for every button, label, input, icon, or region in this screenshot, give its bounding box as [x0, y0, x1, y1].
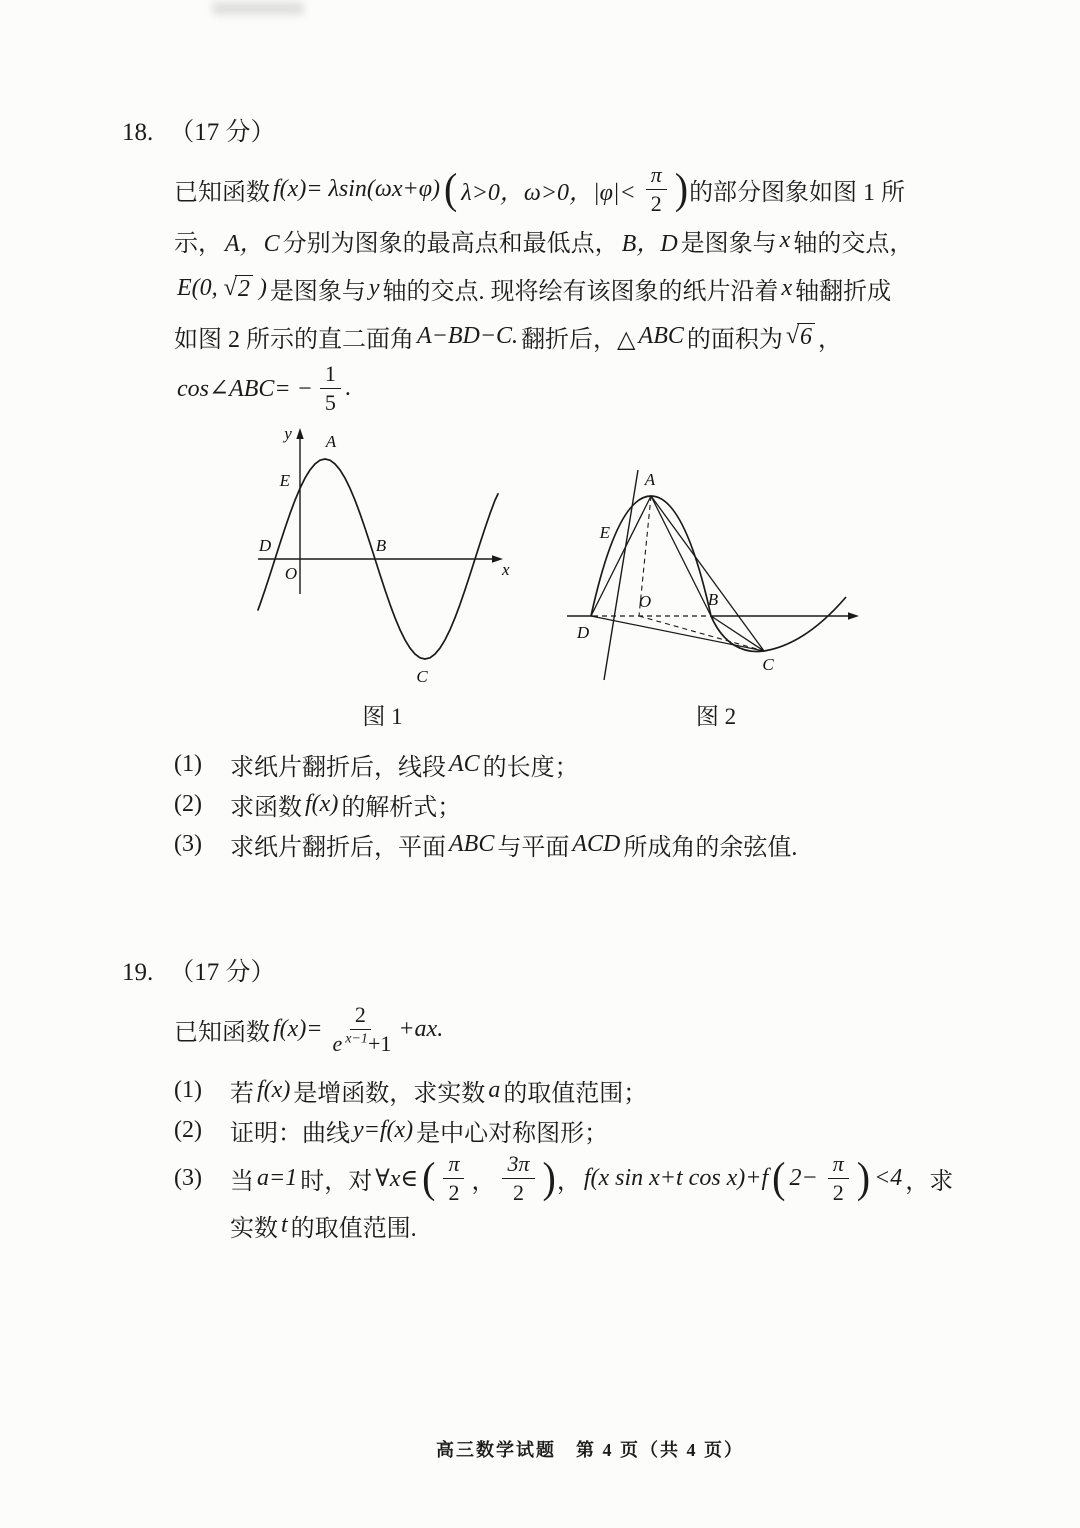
text-run: 是图象与: [680, 231, 777, 258]
sqrt-expression: [786, 323, 815, 351]
math-run: a=1: [257, 1164, 298, 1191]
math-run: <4: [874, 1164, 903, 1191]
sqrt-expression: [224, 275, 253, 303]
problem-18-subquestions: [122, 745, 972, 865]
text-run: 与平面: [497, 835, 570, 862]
text-run: 是增函数，求实数: [293, 1081, 486, 1108]
math-run: t: [281, 1212, 288, 1239]
label-B: B: [375, 535, 387, 555]
math-run: ∀x∈: [375, 1165, 419, 1192]
text-run: 实数: [230, 1216, 278, 1243]
text-run: 当: [230, 1168, 254, 1195]
subquestion-number: (1): [174, 751, 202, 778]
fraction: [330, 1002, 392, 1057]
text-run: 的面积为: [686, 327, 783, 354]
math-run: 2−: [789, 1164, 818, 1191]
subquestion: [174, 745, 972, 785]
page-footer: 高三数学试题 第 4 页（共 4 页）: [436, 1440, 744, 1460]
edge-AB: [651, 496, 711, 616]
big-paren-close: ): [674, 164, 689, 214]
text-run: 证明：曲线: [230, 1121, 350, 1148]
fraction-numerator: 2: [350, 1002, 371, 1030]
math-run: ABC: [638, 323, 684, 350]
math-run: B，D: [621, 231, 678, 258]
label-C: C: [762, 654, 774, 674]
sqrt-sign: √: [785, 322, 800, 349]
fraction: [320, 361, 341, 416]
fraction-numerator: 1: [320, 361, 341, 389]
label-O: O: [284, 563, 298, 583]
subquestion: [174, 785, 972, 825]
radicand: 6: [797, 323, 815, 351]
problem-number: 18.: [122, 119, 154, 146]
statement-line: [174, 1002, 972, 1057]
problem-18-statement: [122, 162, 972, 416]
math-run: λ>0，ω>0，|φ|<: [461, 179, 636, 206]
text-run: 已知函数: [174, 179, 270, 206]
label-B: B: [707, 589, 719, 609]
separator-comma: ，: [471, 1168, 496, 1195]
math-run: AC: [449, 751, 480, 778]
statement-line: [174, 217, 972, 265]
fraction-denominator: 2: [512, 1179, 524, 1205]
math-run: y: [368, 275, 380, 302]
text-run: 是图象与: [269, 279, 366, 306]
math-run: f(x)= λsin(ωx+φ): [273, 175, 440, 202]
label-D: D: [258, 535, 272, 555]
math-run: E(0,: [177, 275, 218, 302]
math-run: A，C: [225, 231, 280, 258]
y-axis-arrow-icon: [296, 428, 303, 439]
math-run: f(x): [305, 791, 339, 818]
math-run: +1: [367, 1030, 392, 1056]
text-run: 是中心对称图形；: [416, 1121, 609, 1148]
statement-line: [174, 162, 972, 217]
label-D: D: [576, 622, 590, 642]
fraction-denominator: 2: [448, 1179, 460, 1205]
text-run: .: [344, 374, 351, 401]
sqrt-sign: √: [223, 274, 237, 301]
text-run: 轴的交点. 现将绘有该图象的纸片沿着: [382, 279, 779, 306]
text-run: 轴翻折成: [795, 279, 892, 306]
fraction-numerator: π: [828, 1151, 849, 1179]
math-run: e: [332, 1030, 343, 1056]
folded-y-axis: [604, 470, 638, 680]
text-run: 求函数: [230, 795, 302, 822]
problem-18-heading: [122, 112, 972, 148]
big-paren-open: (: [443, 164, 458, 214]
text-run: 所成角的余弦值.: [623, 835, 798, 862]
text-run: ，: [818, 327, 843, 354]
subquestion: [174, 1111, 972, 1151]
fraction-numerator: π: [646, 162, 667, 190]
big-paren-close: ): [856, 1153, 871, 1203]
statement-line: [174, 265, 972, 313]
big-paren-open: (: [422, 1153, 436, 1203]
subquestion-number: (2): [174, 1117, 202, 1144]
subquestion: [174, 1151, 972, 1206]
text-run: 的长度；: [482, 755, 579, 782]
problem-18: [122, 112, 972, 865]
fraction-denominator: 2: [832, 1179, 844, 1205]
radicand: 2: [235, 275, 253, 303]
problem-19-statement: [122, 1002, 972, 1057]
fraction: [825, 1151, 852, 1206]
text-run: 如图 2 所示的直二面角: [174, 327, 414, 354]
figure2-caption: 图 2: [695, 703, 737, 729]
math-run: +ax.: [398, 1015, 444, 1042]
label-y: y: [284, 423, 292, 443]
fraction-denominator: [330, 1030, 392, 1057]
text-run: 时，对: [300, 1168, 373, 1195]
figure2-folded-graph: [561, 464, 871, 694]
problem-19-heading: [122, 952, 972, 988]
math-run: x: [779, 227, 791, 254]
text-run: 分别为图象的最高点和最低点，: [282, 231, 619, 258]
text-run: ，: [556, 1168, 581, 1195]
subquestion-number: (1): [174, 1077, 202, 1104]
text-run: ，求: [905, 1168, 954, 1195]
math-run: f(x): [257, 1077, 291, 1104]
text-run: 的部分图象如图 1 所: [689, 179, 906, 206]
math-run: y=f(x): [353, 1117, 414, 1144]
hidden-edge-OC: [639, 616, 764, 651]
fraction-numerator: π: [443, 1151, 464, 1179]
problem-number: 19.: [122, 959, 154, 986]
label-O: O: [638, 591, 652, 611]
statement-line: [174, 313, 972, 361]
statement-line: [174, 361, 972, 416]
text-run: 若: [230, 1081, 254, 1108]
fraction-denominator: 5: [324, 389, 336, 415]
fraction: [440, 1151, 467, 1206]
text-run: 轴的交点，: [793, 231, 914, 258]
text-run: 的取值范围.: [290, 1216, 417, 1243]
label-E: E: [279, 470, 290, 490]
problem-19-subquestions: [122, 1071, 972, 1246]
fraction: [643, 162, 670, 217]
text-run: 翻折后，△: [521, 327, 636, 354]
text-run: 已知函数: [174, 1019, 270, 1046]
math-run: ): [258, 275, 267, 302]
math-run: a: [488, 1077, 501, 1104]
label-E: E: [599, 522, 610, 542]
fraction-denominator: 2: [650, 190, 662, 216]
figures-row: [122, 424, 972, 731]
math-run: f(x sin x+t cos x)+f: [583, 1164, 769, 1191]
fraction: [499, 1151, 537, 1206]
text-run: 的取值范围；: [503, 1081, 648, 1108]
text-run: 求纸片翻折后，平面: [230, 835, 446, 862]
exponent: x−1: [345, 1031, 368, 1047]
big-paren-open: (: [772, 1153, 786, 1203]
x-axis-arrow-icon: [848, 612, 859, 619]
math-run: x: [781, 275, 793, 302]
subquestion: [174, 1071, 972, 1111]
big-paren-close: ): [542, 1153, 556, 1203]
fraction-numerator: 3π: [502, 1151, 534, 1179]
math-run: A−BD−C.: [417, 323, 519, 350]
math-run: f(x)=: [273, 1015, 323, 1042]
label-x: x: [502, 559, 510, 579]
figure1-caption: 图 1: [362, 703, 403, 729]
label-A: A: [325, 431, 337, 451]
scan-smudge-artifact: [212, 2, 304, 15]
problem-score: （17 分）: [169, 959, 276, 986]
math-run: ABC: [449, 831, 495, 858]
text-run: 的解析式；: [341, 795, 462, 822]
edge-AC: [651, 496, 764, 651]
figure1-sine-graph: [250, 424, 515, 694]
figure-2: [561, 464, 871, 731]
math-run: ACD: [572, 831, 621, 858]
subquestion-number: (3): [174, 1164, 202, 1191]
figure-1: [250, 424, 515, 731]
subquestion-continuation: [174, 1206, 972, 1246]
text-run: 示，: [174, 231, 222, 258]
math-run: cos∠ABC= −: [177, 375, 313, 402]
problem-score: （17 分）: [169, 119, 276, 146]
subquestion: [174, 825, 972, 865]
problem-19: [122, 952, 972, 1246]
text-run: 求纸片翻折后，线段: [230, 755, 446, 782]
label-A: A: [644, 469, 656, 489]
subquestion-number: (3): [174, 831, 202, 858]
subquestion-number: (2): [174, 791, 202, 818]
label-C: C: [416, 666, 428, 686]
